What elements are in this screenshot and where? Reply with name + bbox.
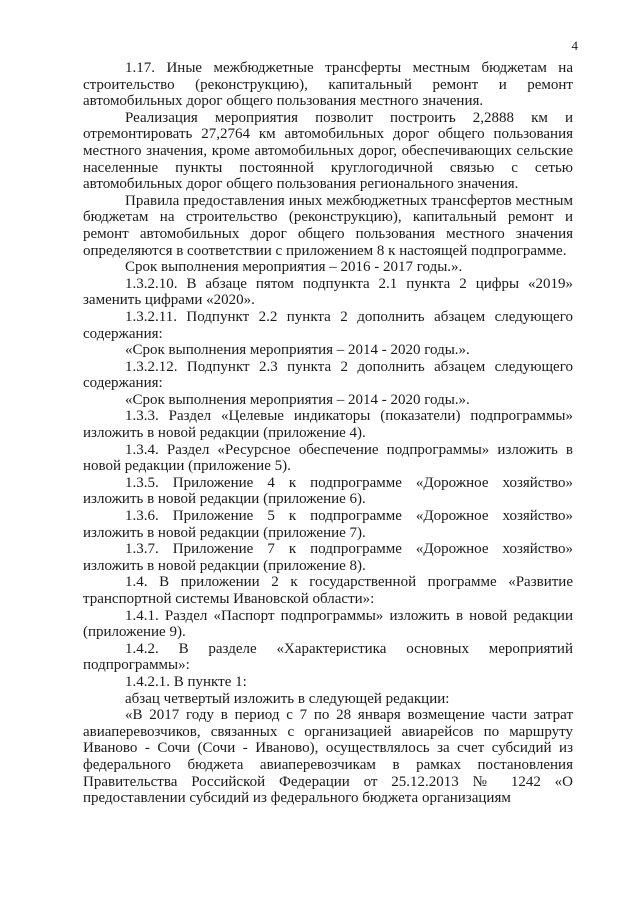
paragraph: абзац четвертый изложить в следующей редакции: (125, 690, 450, 707)
page-number: 4 (571, 38, 578, 53)
paragraph: 1.3.2.11. Подпункт 2.2 пункта 2 дополнить абзацем следующего содержания: (83, 308, 573, 342)
paragraph: «Срок выполнения мероприятия – 2014 - 2020 годы.». (125, 391, 470, 408)
paragraph: 1.3.3. Раздел «Целевые индикаторы (показатели) подпрограммы» изложить в новой редакции (приложение 4). (83, 408, 573, 442)
paragraph: Правила предоставления иных межбюджетных трансфертов местным бюджетам на строительство (реконструкцию), капитальный ремонт и ремонт автомобильных дорог общего пользования местного значения определяются в соответствии с приложением 8 к настоящей подпрограмме. (83, 192, 573, 259)
paragraph: 1.3.7. Приложение 7 к подпрограмме «Дорожное хозяйство» изложить в новой редакции (приложение 8). (83, 541, 573, 574)
paragraph: 1.3.2.10. В абзаце пятом подпункта 2.1 пункта 2 цифры «2019» заменить цифрами «2020». (83, 275, 573, 309)
paragraph: 1.3.2.12. Подпункт 2.3 пункта 2 дополнить абзацем следующего содержания: (83, 358, 573, 392)
paragraph: 1.4.1. Раздел «Паспорт подпрограммы» изложить в новой редакции (приложение 9). (83, 607, 573, 641)
paragraph: 1.3.5. Приложение 4 к подпрограмме «Дорожное хозяйство» изложить в новой редакции (приложение 6). (83, 474, 573, 508)
paragraph: «В 2017 году в период с 7 по 28 января возмещение части затрат авиаперевозчиков, связанных с организацией авиарейсов по маршруту Иваново - Сочи (Сочи - Иваново), осуществлялось за счет субсидий из федерального бюджета авиаперевозчикам в рамках постановления Правительства Российской Федерации от 25.12.2013 № 1242 «О предоставлении субсидий из федерального бюджета организациям (83, 707, 573, 807)
paragraph: 1.4.2.1. В пункте 1: (125, 673, 247, 690)
paragraph: «Срок выполнения мероприятия – 2014 - 2020 годы.». (125, 342, 470, 359)
paragraph: 1.3.4. Раздел «Ресурсное обеспечение подпрограммы» изложить в новой редакции (приложение 5). (83, 441, 573, 475)
paragraph: Реализация мероприятия позволит построить 2,2888 км и отремонтировать 27,2764 км автомобильных дорог общего пользования местного значения, кроме автомобильных дорог, обеспечивающих сельские населенные пункты постоянной круглогодичной связью с сетью автомобильных дорог общего пользования регионального значения. (83, 109, 573, 193)
paragraph: Срок выполнения мероприятия – 2016 - 2017 годы.». (125, 259, 463, 276)
paragraph: 1.3.6. Приложение 5 к подпрограмме «Дорожное хозяйство» изложить в новой редакции (приложение 7). (83, 508, 573, 541)
paragraph: 1.4. В приложении 2 к государственной программе «Развитие транспортной системы Ивановской области»: (83, 574, 573, 607)
paragraph: 1.17. Иные межбюджетные трансферты местным бюджетам на строительство (реконструкцию), капитальный ремонт и ремонт автомобильных дорог общего пользования местного значения. (83, 60, 573, 110)
document-body (83, 60, 573, 807)
paragraph: 1.4.2. В разделе «Характеристика основных мероприятий подпрограммы»: (83, 640, 573, 674)
